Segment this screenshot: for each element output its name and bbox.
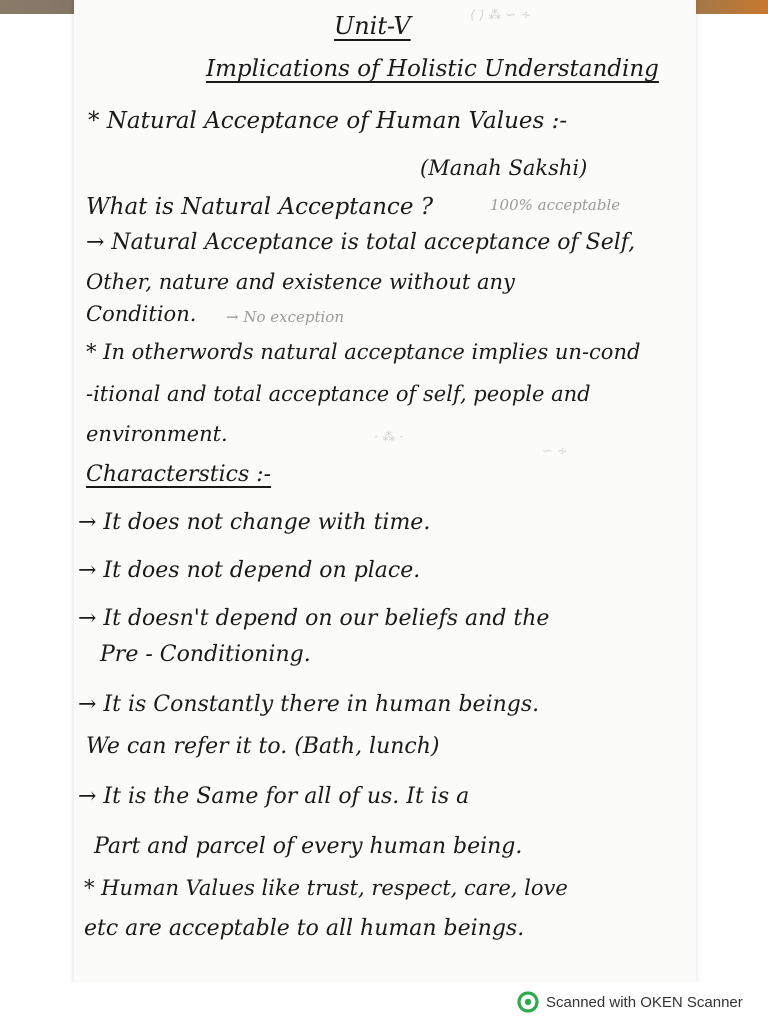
definition-line-1: → Natural Acceptance is total acceptance of Self, — [86, 230, 636, 255]
bleed-through-marks: ⟨ ⟩ ⁂ ∽ ∻ — [470, 8, 532, 23]
scanner-watermark — [517, 991, 743, 1013]
bleed-through-marks: ∽ ∻ — [542, 444, 568, 459]
otherwords-line-2: -itional and total acceptance of self, people and — [86, 382, 591, 406]
characteristic-item-2: → It does not depend on place. — [78, 558, 421, 583]
otherwords-line-1: * In otherwords natural acceptance implies un-cond — [86, 340, 641, 364]
characteristic-item-4-cont: We can refer it to. (Bath, lunch) — [86, 734, 440, 759]
definition-line-3: Condition. — [86, 302, 197, 326]
scanner-watermark-label: Scanned with OKEN Scanner — [546, 993, 743, 1011]
characteristic-item-3-cont: Pre - Conditioning. — [100, 642, 311, 667]
page-subtitle: Implications of Holistic Understanding — [206, 56, 659, 82]
characteristic-item-5: → It is the Same for all of us. It is a — [78, 784, 470, 809]
unit-title: Unit-V — [334, 12, 411, 40]
question-note: 100% acceptable — [490, 196, 621, 214]
definition-line-2: Other, nature and existence without any — [86, 270, 515, 294]
definition-note: → No exception — [226, 308, 344, 326]
bleed-through-marks: · ⁂ · — [374, 430, 404, 445]
characteristic-item-4: → It is Constantly there in human beings. — [78, 692, 540, 717]
oken-scanner-logo-icon — [517, 991, 539, 1013]
characteristic-item-5-cont: Part and parcel of every human being. — [94, 834, 523, 859]
question-line: What is Natural Acceptance ? — [86, 194, 434, 220]
closing-line-2: etc are acceptable to all human beings. — [84, 916, 525, 941]
section-heading: * Natural Acceptance of Human Values :- — [88, 108, 568, 134]
otherwords-line-3: environment. — [86, 422, 228, 446]
notebook-page — [74, 0, 696, 983]
section-heading-note: (Manah Sakshi) — [420, 156, 588, 180]
closing-line-1: * Human Values like trust, respect, care, love — [84, 876, 568, 900]
characteristics-heading: Characterstics :- — [86, 462, 272, 487]
characteristic-item-3: → It doesn't depend on our beliefs and the — [78, 606, 550, 631]
characteristic-item-1: → It does not change with time. — [78, 510, 431, 535]
